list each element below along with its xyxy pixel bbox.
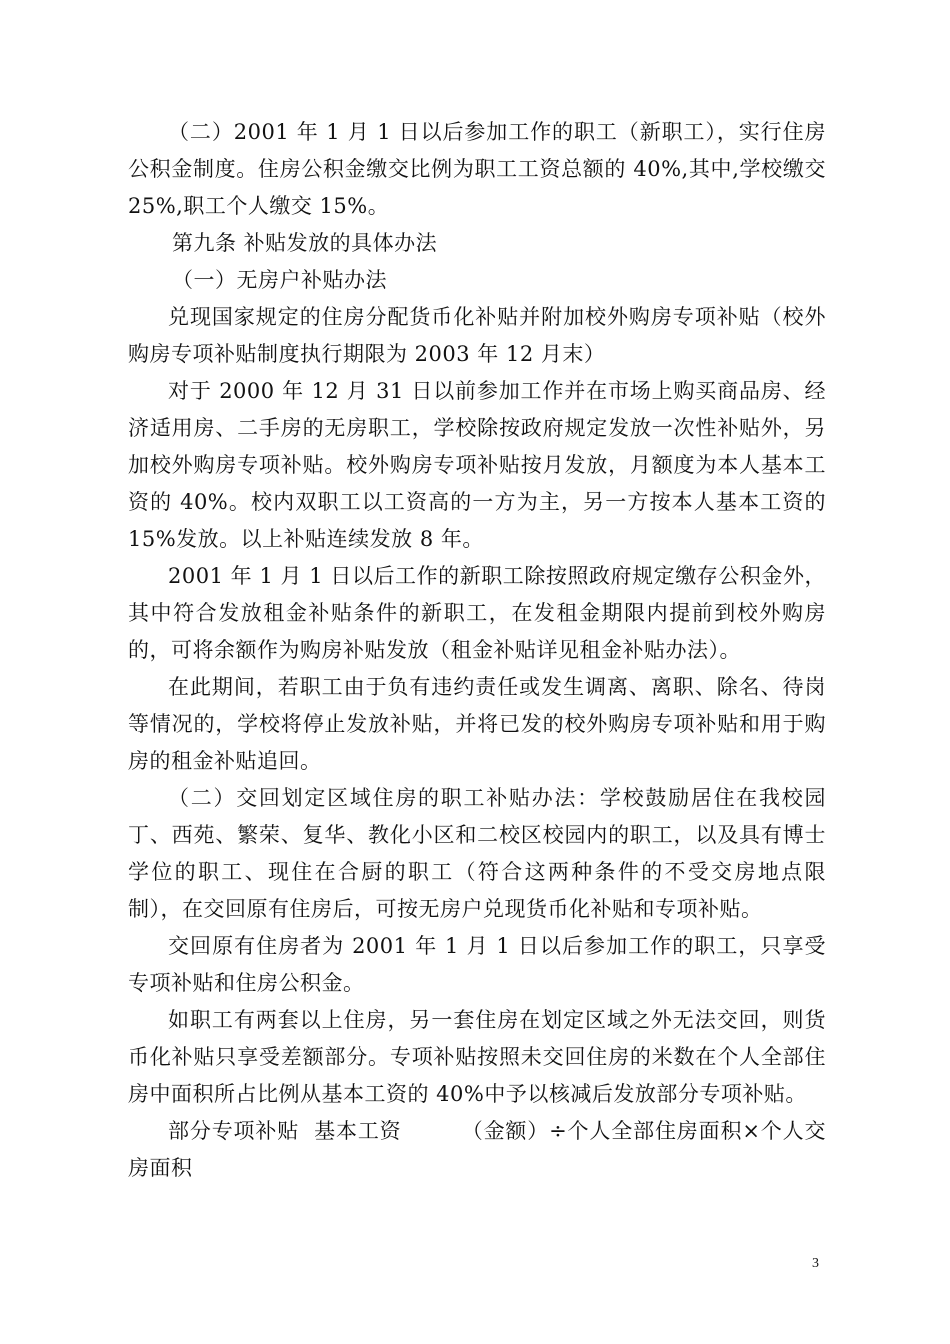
article-nine-heading: 第九条 补贴发放的具体办法	[172, 231, 438, 255]
paragraph-pre-2000-staff: 对于 2000 年 12 月 31 日以前参加工作并在市场上购买商品房、经济适用房、二手房的无房职工，学校除按政府规定发放一次性补贴外，另加校外购房专项补贴。校外购房专项补贴按月发放，月额度为本人基本工资的 40%。校内双职工以工资高的一方为主，另一方按本人基本工资的 15%发放。以上补贴连续发放 8 年。	[128, 379, 826, 551]
paragraph-new-staff-housing-fund: （二）2001 年 1 月 1 日以后参加工作的职工（新职工），实行住房公积金制度。住房公积金缴交比例为职工工资总额的 40%,其中,学校缴交 25%,职工个人缴交 15%。	[128, 120, 826, 218]
paragraph-subsidy-recovery: 在此期间，若职工由于负有违约责任或发生调离、离职、除名、待岗等情况的，学校将停止发放补贴，并将已发的校外购房专项补贴和用于购房的租金补贴追回。	[128, 675, 826, 773]
section-one-heading: （一）无房户补贴办法	[172, 268, 387, 292]
paragraph-post-2001-staff: 2001 年 1 月 1 日以后工作的新职工除按照政府规定缴存公积金外，其中符合发放租金补贴条件的新职工，在发租金期限内提前到校外购房的，可将余额作为购房补贴发放（租金补贴详见租金补贴办法）。	[128, 564, 826, 662]
paragraph-section-two: （二）交回划定区域住房的职工补贴办法：学校鼓励居住在我校园丁、西苑、繁荣、复华、教化小区和二校区校园内的职工，以及具有博士学位的职工、现住在合厨的职工（符合这两种条件的不受交房地点限制），在交回原有住房后，可按无房户兑现货币化补贴和专项补贴。	[128, 786, 826, 921]
document-body	[128, 114, 826, 1187]
page-number: 3	[812, 1256, 819, 1271]
paragraph-multiple-houses: 如职工有两套以上住房，另一套住房在划定区域之外无法交回，则货币化补贴只享受差额部分。专项补贴按照未交回住房的米数在个人全部住房中面积所占比例从基本工资的 40%中予以核减后发放部分专项补贴。	[128, 1008, 826, 1106]
paragraph-formula: 部分专项补贴 基本工资 （金额）÷个人全部住房面积×个人交房面积	[128, 1119, 826, 1180]
paragraph-returned-housing: 交回原有住房者为 2001 年 1 月 1 日以后参加工作的职工，只享受专项补贴和住房公积金。	[128, 934, 826, 995]
paragraph-subsidy-policy: 兑现国家规定的住房分配货币化补贴并附加校外购房专项补贴（校外购房专项补贴制度执行期限为 2003 年 12 月末）	[128, 305, 826, 366]
